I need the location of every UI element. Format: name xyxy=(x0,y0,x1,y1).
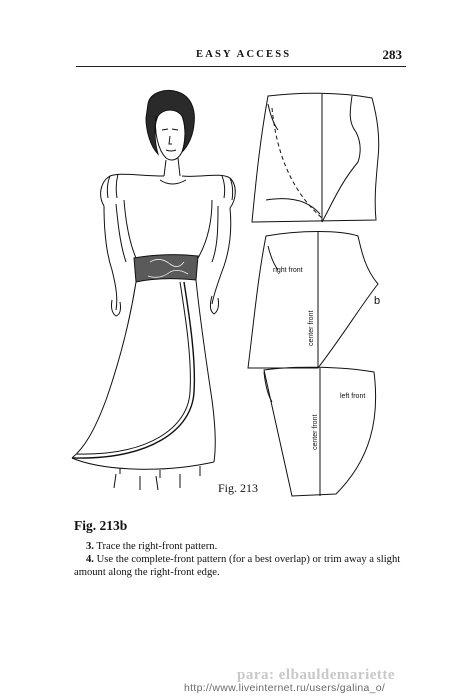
label-center-front-c: center front xyxy=(312,414,319,450)
running-header-title: EASY ACCESS xyxy=(196,49,292,60)
pattern-a-front-complete xyxy=(252,93,379,222)
step-4-number: 4. xyxy=(86,554,94,565)
instruction-step-3 xyxy=(74,540,410,553)
watermark-credit: para: elbauldemariette xyxy=(237,667,396,683)
pattern-b-right-front xyxy=(248,232,380,369)
figure-caption: Fig. 213 xyxy=(218,481,259,495)
page-number: 283 xyxy=(382,47,402,62)
pattern-c-left-front xyxy=(264,367,376,496)
fashion-figure-drawing xyxy=(72,91,235,491)
label-right-front: right front xyxy=(273,267,303,274)
label-center-front-b: center front xyxy=(308,310,315,346)
label-left-front: left front xyxy=(340,393,366,400)
section-heading: Fig. 213b xyxy=(74,518,128,533)
label-b: b xyxy=(374,295,381,307)
step-3-text: Trace the right-front pattern. xyxy=(93,541,218,552)
step-3-number: 3. xyxy=(86,541,94,552)
instruction-step-4 xyxy=(74,553,410,579)
step-4-text: Use the complete-front pattern (for a best overlap) or trim away a slight amount along the right-front edge. xyxy=(74,554,401,578)
watermark-url: http://www.liveinternet.ru/users/galina_o/ xyxy=(184,682,386,694)
